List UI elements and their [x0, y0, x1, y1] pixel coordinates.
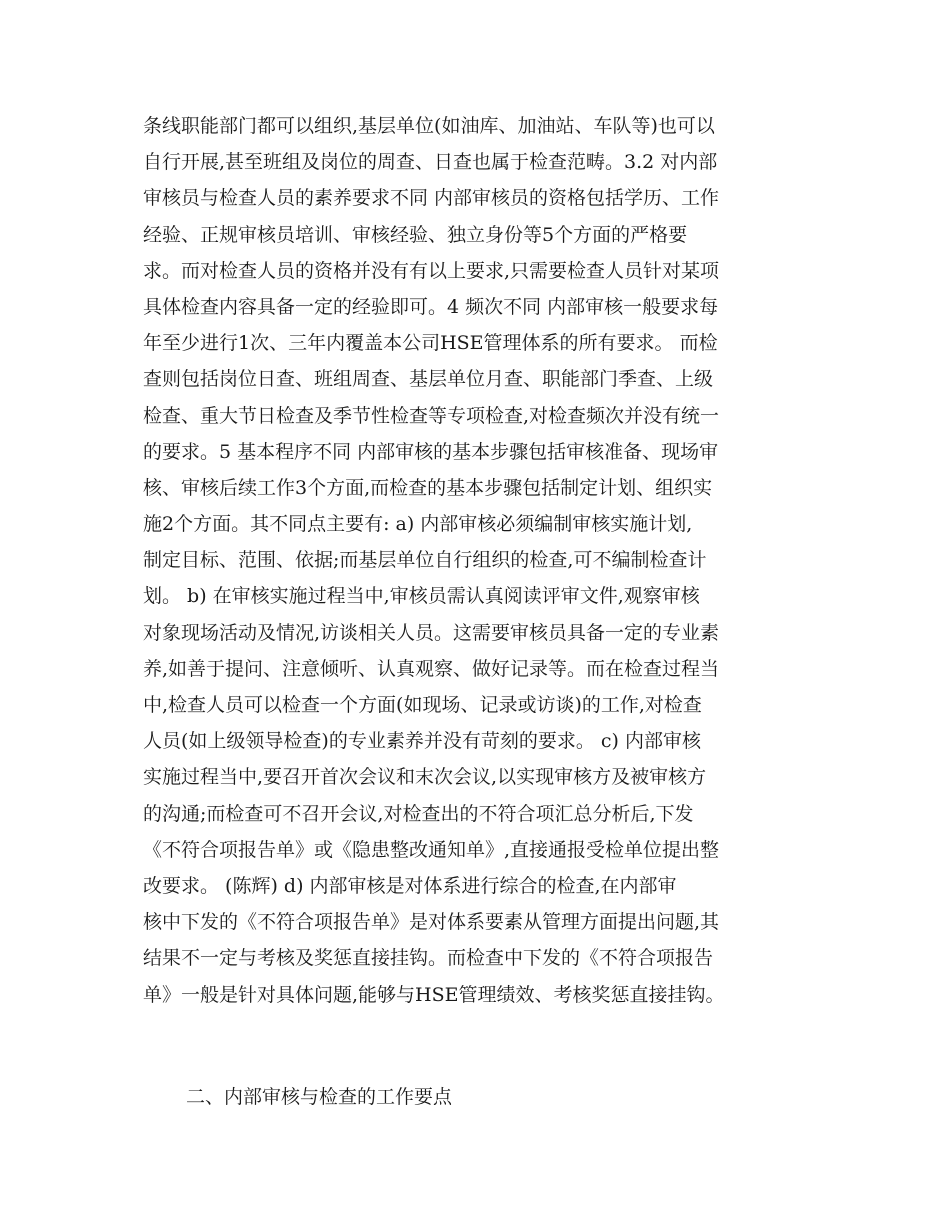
text-line: 查则包括岗位日查、班组周查、基层单位月查、职能部门季查、上级 [143, 368, 714, 391]
section-heading: 二、内部审核与检查的工作要点 [186, 1086, 453, 1108]
text-line: 对象现场活动及情况,访谈相关人员。这需要审核员具备一定的专业素 [143, 621, 720, 644]
text-line: 求。而对检查人员的资格并没有有以上要求,只需要检查人员针对某项 [143, 259, 720, 282]
text-line: 经验、正规审核员培训、审核经验、独立身份等5个方面的严格要 [143, 223, 688, 246]
text-line: 核、审核后续工作3个方面,而检查的基本步骤包括制定计划、组织实 [143, 476, 713, 499]
text-line: 人员(如上级领导检查)的专业素养并没有苛刻的要求。 c) 内部审核 [143, 730, 701, 753]
text-line: 自行开展,甚至班组及岗位的周查、日查也属于检查范畴。3.2 对内部 [143, 151, 718, 174]
text-line: 实施过程当中,要召开首次会议和末次会议,以实现审核方及被审核方 [143, 766, 707, 789]
text-line: 结果不一定与考核及奖惩直接挂钩。而检查中下发的《不符合项报告 [143, 947, 714, 970]
text-line: 的沟通;而检查可不召开会议,对检查出的不符合项汇总分析后,下发 [143, 802, 694, 825]
text-line: 的要求。5 基本程序不同 内部审核的基本步骤包括审核准备、现场审 [143, 440, 719, 463]
text-line: 施2个方面。其不同点主要有: a) 内部审核必须编制审核实施计划, [143, 513, 693, 536]
text-line: 改要求。 (陈辉) d) 内部审核是对体系进行综合的检查,在内部审 [143, 874, 677, 897]
text-line: 具体检查内容具备一定的经验即可。4 频次不同 内部审核一般要求每 [143, 295, 719, 318]
text-line: 核中下发的《不符合项报告单》是对体系要素从管理方面提出问题,其 [143, 911, 720, 934]
text-line: 单》一般是针对具体问题,能够与HSE管理绩效、考核奖惩直接挂钩。 [143, 983, 725, 1006]
text-line: 中,检查人员可以检查一个方面(如现场、记录或访谈)的工作,对检查 [143, 694, 702, 716]
text-line: 制定目标、范围、依据;而基层单位自行组织的检查,可不编制检查计 [143, 549, 707, 572]
text-line: 审核员与检查人员的素养要求不同 内部审核员的资格包括学历、工作 [143, 187, 720, 210]
text-line: 年至少进行1次、三年内覆盖本公司HSE管理体系的所有要求。 而检 [143, 332, 718, 355]
text-line: 《不符合项报告单》或《隐患整改通知单》,直接通报受检单位提出整 [143, 838, 720, 861]
text-line: 检查、重大节日检查及季节性检查等专项检查,对检查频次并没有统一 [143, 404, 720, 427]
text-line: 养,如善于提问、注意倾听、认真观察、做好记录等。而在检查过程当 [143, 657, 720, 680]
text-line: 条线职能部门都可以组织,基层单位(如油库、加油站、车队等)也可以 [143, 115, 715, 137]
text-line: 划。 b) 在审核实施过程当中,审核员需认真阅读评审文件,观察审核 [143, 585, 700, 608]
body-paragraph [143, 108, 813, 1013]
